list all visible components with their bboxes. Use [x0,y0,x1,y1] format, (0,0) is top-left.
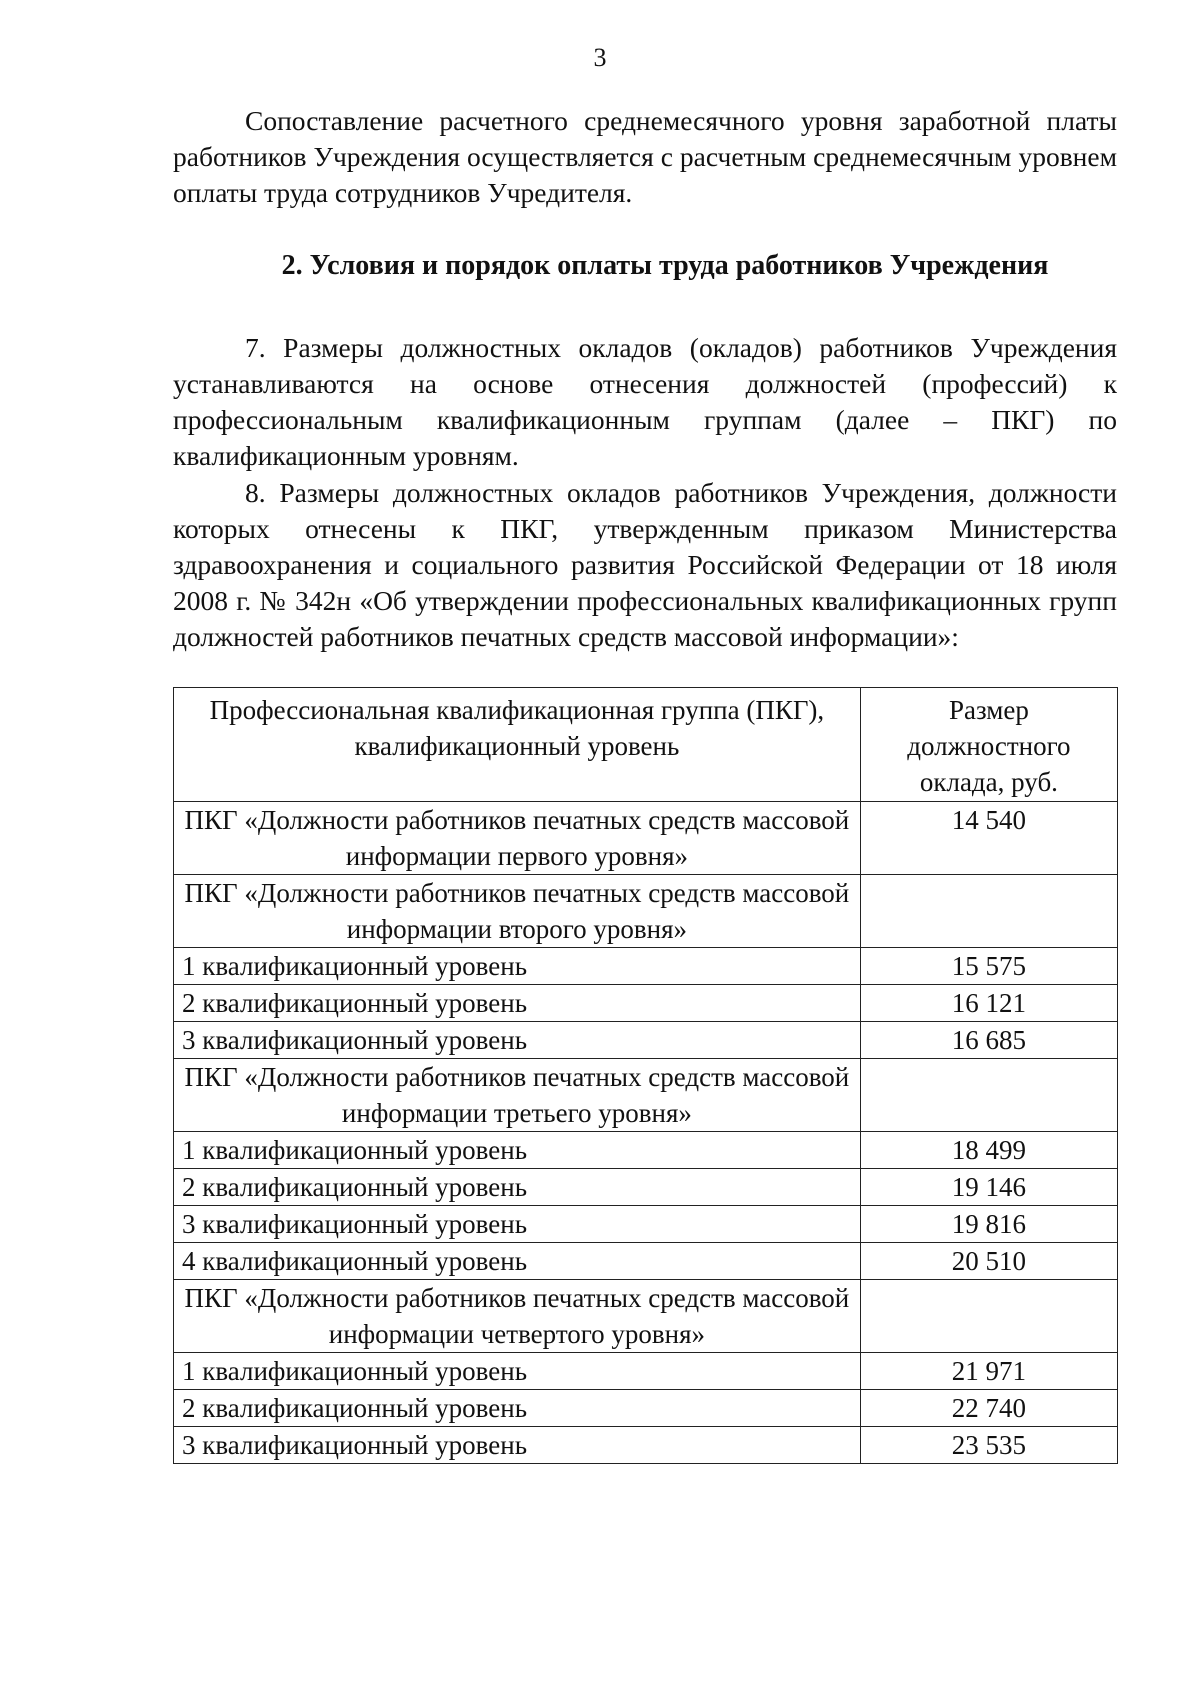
salary-value-cell: 14 540 [860,802,1117,875]
table-row [174,948,1118,985]
table-row [174,875,1118,948]
paragraph-8-block [173,475,1117,655]
group-label-cell: ПКГ «Должности работников печатных средств массовой информации второго уровня» [174,875,861,948]
salary-value-cell [860,1280,1117,1353]
intro-paragraph-block [173,103,1117,211]
level-label-cell: 1 квалификационный уровень [174,948,861,985]
salary-value-cell: 15 575 [860,948,1117,985]
header-group-level: Профессиональная квалификационная группа (ПКГ), квалификационный уровень [174,688,861,802]
level-label-cell: 4 квалификационный уровень [174,1243,861,1280]
salary-value-cell: 16 121 [860,985,1117,1022]
table-row [174,1427,1118,1464]
table-row [174,1280,1118,1353]
salary-table [173,687,1118,1464]
salary-value-cell: 19 146 [860,1169,1117,1206]
table-row [174,1132,1118,1169]
table-row [174,1390,1118,1427]
salary-value-cell: 16 685 [860,1022,1117,1059]
table-row [174,802,1118,875]
level-label-cell: 3 квалификационный уровень [174,1427,861,1464]
level-label-cell: 1 квалификационный уровень [174,1132,861,1169]
salary-value-cell: 19 816 [860,1206,1117,1243]
intro-paragraph: Сопоставление расчетного среднемесячного уровня заработной платы работников Учреждения осуществляется с расчетным среднемесячным уровнем оплаты труда сотрудников Учредителя. [173,105,1117,208]
table-row [174,1243,1118,1280]
table-row [174,1169,1118,1206]
group-label-cell: ПКГ «Должности работников печатных средств массовой информации четвертого уровня» [174,1280,861,1353]
table-header-row [174,688,1118,802]
salary-value-cell [860,1059,1117,1132]
salary-value-cell [860,875,1117,948]
paragraph-7-block [173,330,1117,474]
table-row [174,1353,1118,1390]
table-row [174,1059,1118,1132]
salary-value-cell: 18 499 [860,1132,1117,1169]
salary-value-cell: 23 535 [860,1427,1117,1464]
table-row [174,1206,1118,1243]
table-body [174,802,1118,1464]
level-label-cell: 1 квалификационный уровень [174,1353,861,1390]
level-label-cell: 2 квалификационный уровень [174,1390,861,1427]
section-heading: 2. Условия и порядок оплаты труда работников Учреждения [281,250,1049,281]
level-label-cell: 3 квалификационный уровень [174,1022,861,1059]
salary-value-cell: 20 510 [860,1243,1117,1280]
header-salary-size: Размер должностного оклада, руб. [860,688,1117,802]
paragraph-7: 7. Размеры должностных окладов (окладов) работников Учреждения устанавливаются на основе отнесения должностей (профессий) к профессиональным квалификационным группам (далее – ПКГ) по квалификационным уровням. [173,332,1117,471]
level-label-cell: 3 квалификационный уровень [174,1206,861,1243]
level-label-cell: 2 квалификационный уровень [174,1169,861,1206]
table-row [174,985,1118,1022]
page-number: 3 [593,43,607,72]
paragraph-8: 8. Размеры должностных окладов работников Учреждения, должности которых отнесены к ПКГ, утвержденным приказом Министерства здравоохранения и социального развития Российской Федерации от 18 июля 2008 г. № 342н «Об утверждении профессиональных квалификационных групп должностей работников печатных средств массовой информации»: [173,477,1117,652]
group-label-cell: ПКГ «Должности работников печатных средств массовой информации первого уровня» [174,802,861,875]
salary-value-cell: 21 971 [860,1353,1117,1390]
group-label-cell: ПКГ «Должности работников печатных средств массовой информации третьего уровня» [174,1059,861,1132]
table-row [174,1022,1118,1059]
level-label-cell: 2 квалификационный уровень [174,985,861,1022]
salary-value-cell: 22 740 [860,1390,1117,1427]
